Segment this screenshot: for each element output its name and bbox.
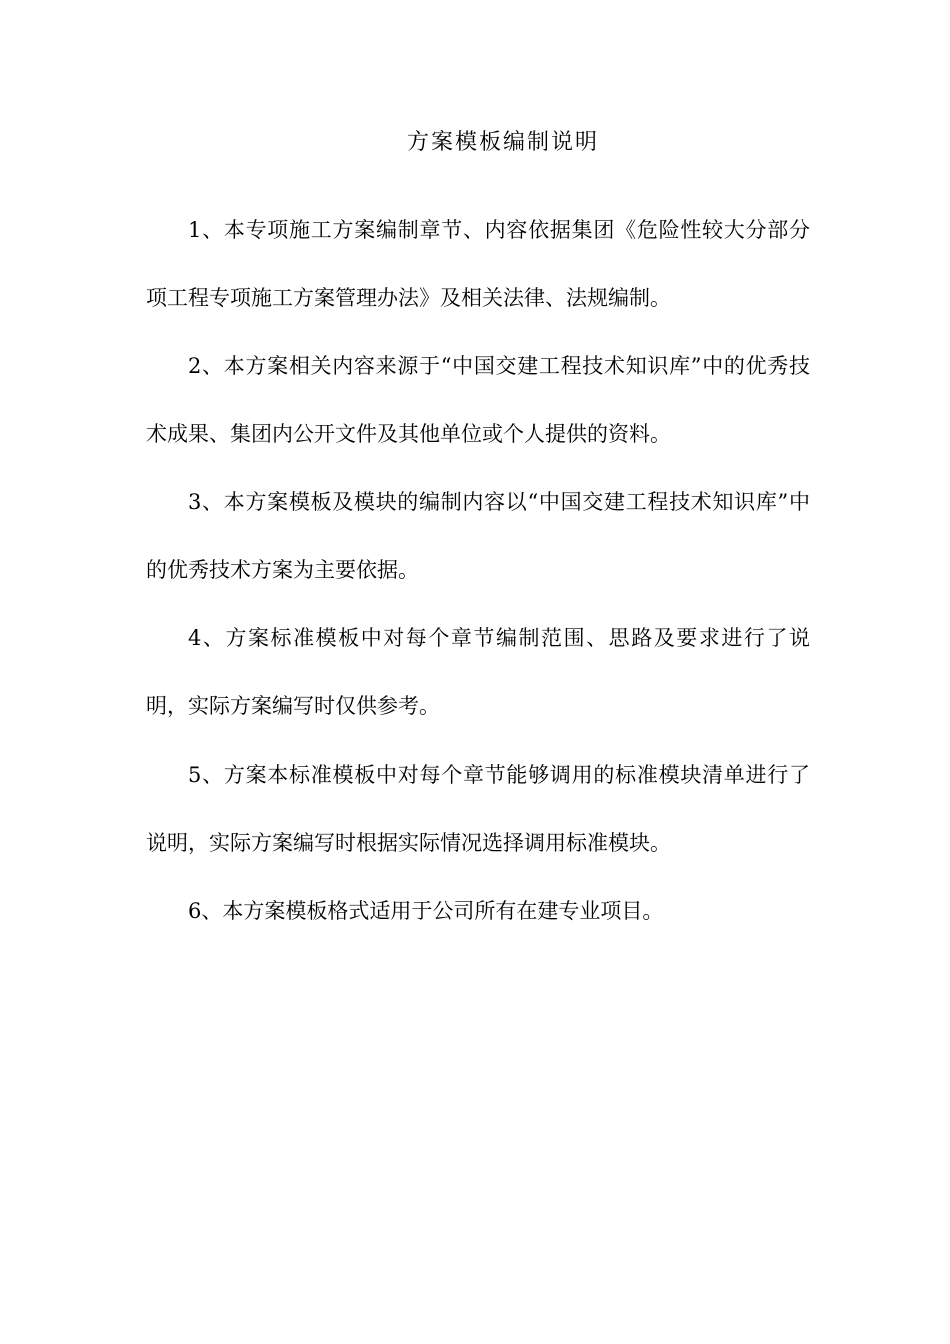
paragraph-2: 2、本方案相关内容来源于“中国交建工程技术知识库”中的优秀技术成果、集团内公开文件及其他单位或个人提供的资料。 bbox=[146, 354, 810, 446]
paragraph-1: 1、本专项施工方案编制章节、内容依据集团《危险性较大分部分项工程专项施工方案管理办法》及相关法律、法规编制。 bbox=[146, 218, 810, 310]
paragraph-3: 3、本方案模板及模块的编制内容以“中国交建工程技术知识库”中的优秀技术方案为主要依据。 bbox=[146, 490, 810, 582]
paragraph-6: 6、本方案模板格式适用于公司所有在建专业项目。 bbox=[188, 899, 664, 923]
document-title: 方案模板编制说明 bbox=[406, 130, 599, 155]
paragraph-4: 4、方案标准模板中对每个章节编制范围、思路及要求进行了说明，实际方案编写时仅供参考。 bbox=[146, 626, 810, 718]
paragraph-5: 5、方案本标准模板中对每个章节能够调用的标准模块清单进行了说明，实际方案编写时根据实际情况选择调用标准模块。 bbox=[146, 763, 810, 855]
